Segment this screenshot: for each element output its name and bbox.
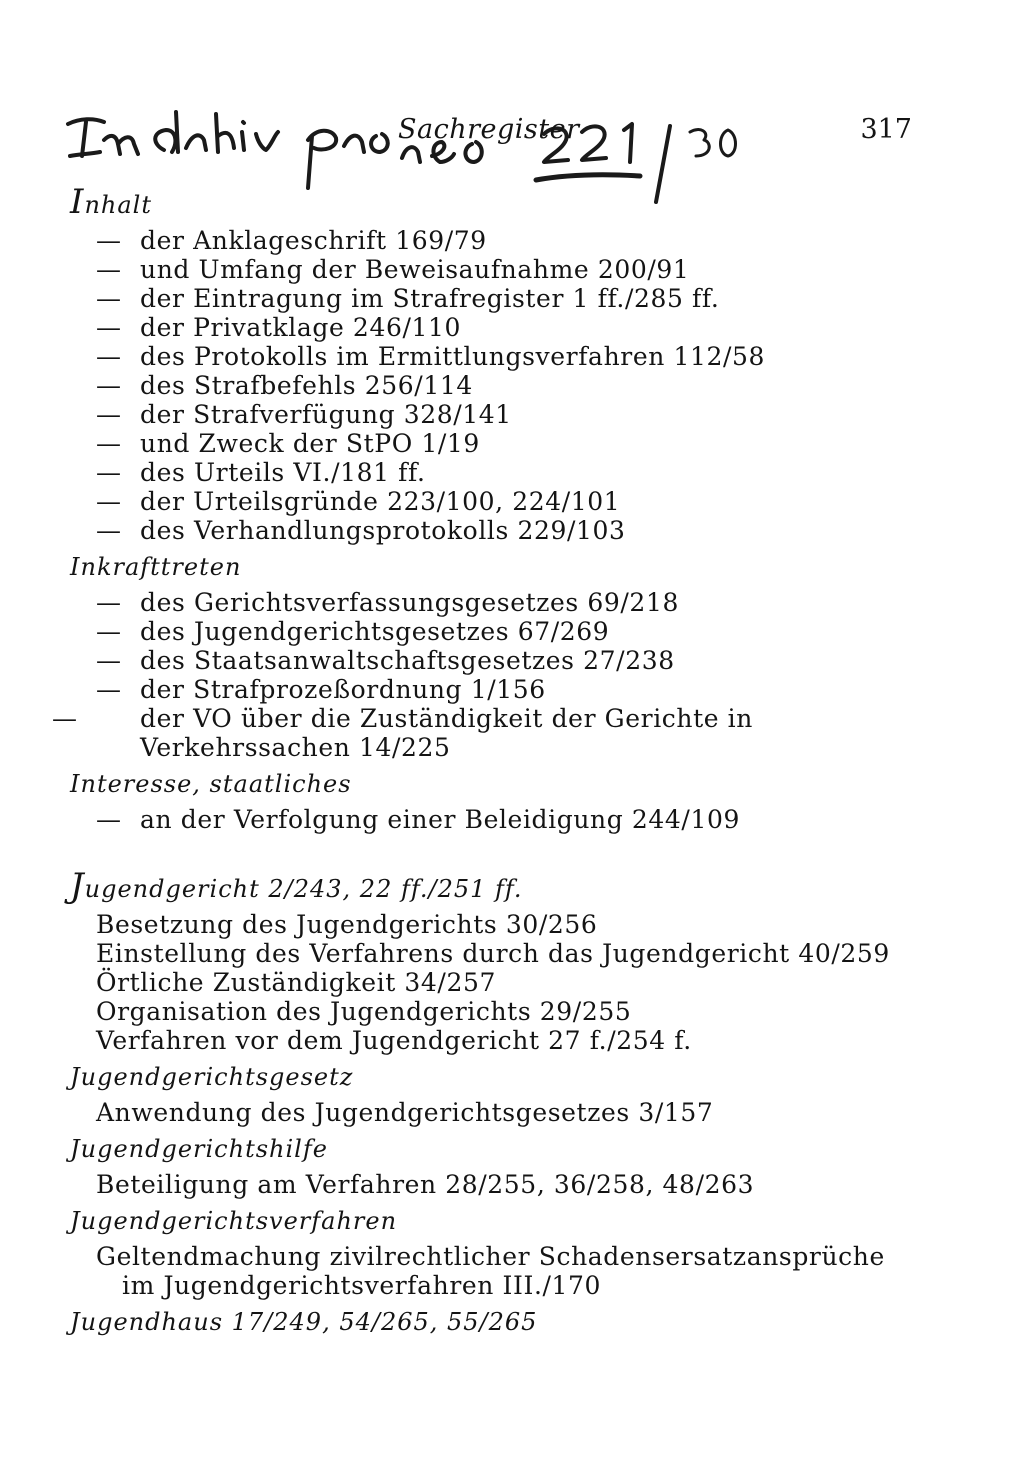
entry-dash: — (96, 342, 122, 371)
section-heading (70, 182, 922, 222)
page-number: 317 (860, 114, 912, 145)
entry-dash: — (96, 516, 122, 545)
section-heading: Jugendgerichtshilfe (70, 1135, 328, 1163)
index-entry: Örtliche Zuständigkeit 34/257 (96, 968, 496, 997)
heading-initial: J (70, 866, 85, 906)
index-entry (62, 805, 922, 834)
section-heading: Inkrafttreten (70, 553, 242, 581)
heading-rest: ugendgericht 2/243, 22 ff./251 ff. (84, 875, 523, 903)
section-heading (70, 866, 922, 906)
entry-text: des Jugendgerichtsgesetzes 67/269 (140, 617, 610, 646)
index-entry: Geltendmachung zivilrechtlicher Schadensersatzansprüche im Jugendgerichtsverfahren III./170 (96, 1242, 885, 1300)
entry-text: der Strafprozeßordnung 1/156 (140, 675, 546, 704)
index-entry (62, 617, 922, 646)
index-section-inkrafttreten (52, 553, 922, 762)
index-entry: Verfahren vor dem Jugendgericht 27 f./254 f. (96, 1026, 692, 1055)
heading-initial: I (70, 182, 85, 222)
index-entry: Anwendung des Jugendgerichtsgesetzes 3/157 (96, 1098, 714, 1127)
entry-text: des Protokolls im Ermittlungsverfahren 112/58 (140, 342, 766, 371)
index-entry (62, 675, 922, 704)
section-heading: Interesse, staatliches (70, 770, 352, 798)
index-entry: Besetzung des Jugendgerichts 30/256 (96, 910, 598, 939)
entry-dash: — (96, 588, 122, 617)
entry-text: des Gerichtsverfassungsgesetzes 69/218 (140, 588, 679, 617)
entry-text: der Anklageschrift 169/79 (140, 226, 487, 255)
entry-dash: — (96, 255, 122, 284)
entry-text: der VO über die Zuständigkeit der Gerichte in Verkehrssachen 14/225 (140, 704, 753, 762)
index-entry (62, 588, 922, 617)
entry-text: des Urteils VI./181 ff. (140, 458, 426, 487)
entry-dash: — (96, 284, 122, 313)
index-entry (62, 646, 922, 675)
letter-group-gap (62, 834, 922, 864)
index-entry (62, 429, 922, 458)
heading-rest: nhalt (84, 191, 152, 219)
index-entry: Einstellung des Verfahrens durch das Jugendgericht 40/259 (96, 939, 890, 968)
entry-dash: — (96, 805, 122, 834)
entry-dash: — (96, 646, 122, 675)
entry-dash: — (96, 371, 122, 400)
entry-text: der Privatklage 246/110 (140, 313, 461, 342)
entry-text: des Staatsanwaltschaftsgesetzes 27/238 (140, 646, 675, 675)
index-body (52, 182, 922, 1343)
index-section-jugendhaus (62, 1308, 922, 1337)
section-heading: Jugendgerichtsgesetz (70, 1063, 354, 1091)
index-section-inhalt (62, 182, 922, 545)
entry-text: der Strafverfügung 328/141 (140, 400, 512, 429)
index-entry (62, 342, 922, 371)
index-entry (62, 226, 922, 255)
index-entry (62, 284, 922, 313)
entry-text: des Strafbefehls 256/114 (140, 371, 473, 400)
index-entry (62, 516, 922, 545)
index-section-jugendgerichtsverfahren (62, 1207, 922, 1300)
entry-dash: — (96, 313, 122, 342)
running-head: Sachregister (398, 114, 580, 145)
entry-dash: — (96, 487, 122, 516)
index-section-jugendgerichtshilfe (62, 1135, 922, 1199)
entry-text: an der Verfolgung einer Beleidigung 244/109 (140, 805, 740, 834)
entry-text: des Verhandlungsprotokolls 229/103 (140, 516, 626, 545)
entry-dash: — (96, 458, 122, 487)
entry-text: der Eintragung im Strafregister 1 ff./285 ff. (140, 284, 720, 313)
index-entry: Beteiligung am Verfahren 28/255, 36/258, 48/263 (96, 1170, 755, 1199)
index-entry (62, 400, 922, 429)
entry-text: und Umfang der Beweisaufnahme 200/91 (140, 255, 690, 284)
entry-dash: — (96, 429, 122, 458)
entry-dash: — (96, 400, 122, 429)
index-entry (62, 371, 922, 400)
entry-dash: — (96, 226, 122, 255)
entry-dash: — (52, 704, 78, 733)
section-heading: Jugendgerichtsverfahren (70, 1207, 398, 1235)
index-section-jugendgerichtsgesetz (62, 1063, 922, 1127)
index-entry (62, 487, 922, 516)
entry-text: der Urteilsgründe 223/100, 224/101 (140, 487, 621, 516)
index-entry (62, 458, 922, 487)
section-heading: Jugendhaus 17/249, 54/265, 55/265 (70, 1308, 538, 1336)
entry-text: und Zweck der StPO 1/19 (140, 429, 480, 458)
index-section-interesse (62, 770, 922, 834)
entry-dash: — (96, 675, 122, 704)
index-entry (52, 704, 920, 762)
index-entry (62, 313, 922, 342)
index-entry: Organisation des Jugendgerichts 29/255 (96, 997, 632, 1026)
entry-dash: — (96, 617, 122, 646)
index-entry (62, 255, 922, 284)
index-section-jugendgericht (62, 866, 922, 1055)
